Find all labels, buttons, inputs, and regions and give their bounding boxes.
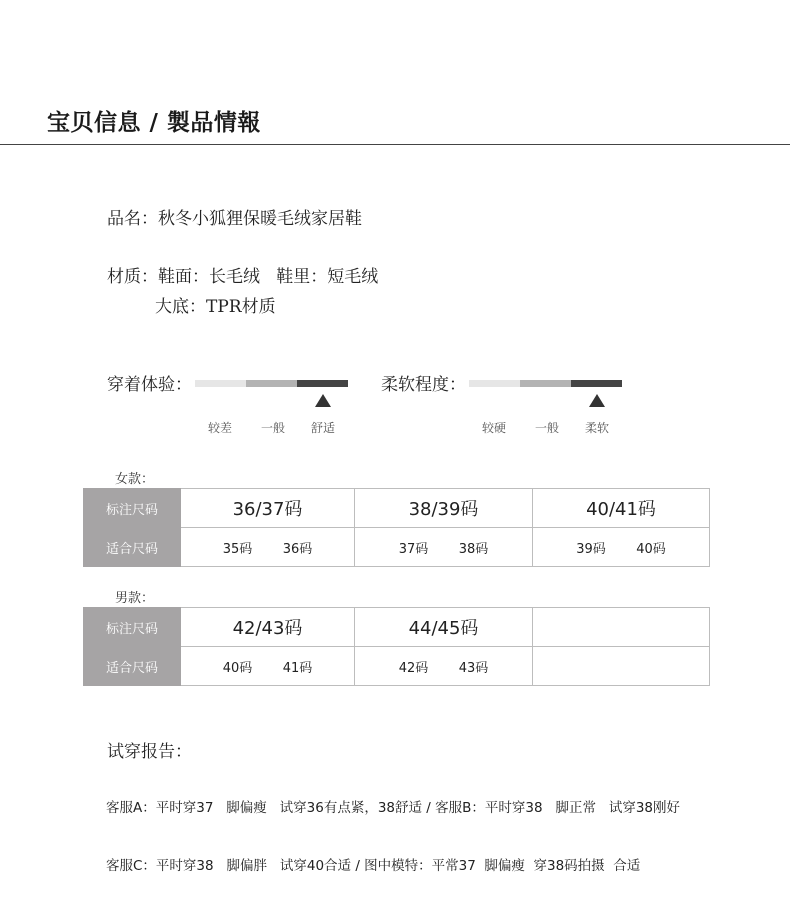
size-cell: 44/45码 — [355, 608, 533, 647]
fit-cell — [181, 528, 355, 567]
table-row — [84, 489, 710, 528]
scale-title-softness: 柔软程度： — [381, 375, 466, 395]
product-name: 品名：秋冬小狐狸保暖毛绒家居鞋 — [107, 209, 362, 229]
fit-value: 43码 — [458, 660, 489, 676]
table-row — [84, 528, 710, 567]
scale-comfort-segment-high — [297, 380, 348, 387]
fit-cell — [181, 647, 355, 686]
fit-value: 35码 — [222, 541, 253, 557]
size-cell: 42/43码 — [181, 608, 355, 647]
size-cell: 36/37码 — [181, 489, 355, 528]
size-cell — [533, 608, 710, 647]
header-divider — [0, 144, 790, 145]
women-section-label: 女款： — [115, 472, 155, 487]
table-row — [84, 647, 710, 686]
row-header-fit-size: 适合尺码 — [84, 647, 181, 686]
fit-value: 37码 — [398, 541, 429, 557]
scale-comfort-label-mid: 一般 — [261, 421, 286, 435]
fit-cell — [533, 528, 710, 567]
report-title: 试穿报告： — [107, 742, 192, 762]
size-cell: 38/39码 — [355, 489, 533, 528]
fit-value: 42码 — [398, 660, 429, 676]
men-section-label: 男款： — [115, 591, 155, 606]
men-size-table — [83, 607, 710, 686]
scale-comfort-label-low: 较差 — [208, 421, 233, 435]
fit-value: 40码 — [222, 660, 253, 676]
scale-comfort-marker-icon — [315, 394, 331, 407]
scale-softness-segment-low — [469, 380, 520, 387]
row-header-labeled-size: 标注尺码 — [84, 608, 181, 647]
fit-value: 40码 — [636, 541, 666, 557]
table-row — [84, 608, 710, 647]
scale-comfort-segment-low — [195, 380, 246, 387]
fit-cell — [355, 647, 533, 686]
scale-softness-label-high: 柔软 — [585, 421, 610, 435]
scale-comfort-segment-mid — [246, 380, 297, 387]
scale-title-comfort: 穿着体验： — [107, 375, 192, 395]
scale-softness-segment-high — [571, 380, 622, 387]
page-title: 宝贝信息 / 製品情報 — [47, 110, 261, 136]
row-header-labeled-size: 标注尺码 — [84, 489, 181, 528]
scale-softness-marker-icon — [589, 394, 605, 407]
material-upper: 材质：鞋面：长毛绒 鞋里：短毛绒 — [107, 267, 379, 287]
scale-comfort-label-high: 舒适 — [311, 421, 336, 435]
row-header-fit-size: 适合尺码 — [84, 528, 181, 567]
women-size-table — [83, 488, 710, 567]
scale-softness-label-mid: 一般 — [535, 421, 560, 435]
fit-value: 41码 — [282, 660, 313, 676]
fit-cell — [533, 647, 710, 686]
scale-softness-segment-mid — [520, 380, 571, 387]
scale-softness-label-low: 较硬 — [482, 421, 507, 435]
material-sole: 大底：TPR材质 — [155, 297, 276, 317]
report-line: 客服A：平时穿37 脚偏瘦 试穿36有点紧，38舒适 / 客服B：平时穿38 脚正常 试穿38刚好 — [106, 800, 681, 816]
fit-value: 36码 — [282, 541, 313, 557]
size-cell: 40/41码 — [533, 489, 710, 528]
fit-value: 38码 — [458, 541, 489, 557]
report-line: 客服C：平时穿38 脚偏胖 试穿40合适 / 图中模特：平常37 脚偏瘦 穿38码拍摄 合适 — [106, 858, 641, 874]
fit-cell — [355, 528, 533, 567]
fit-value: 39码 — [576, 541, 606, 557]
